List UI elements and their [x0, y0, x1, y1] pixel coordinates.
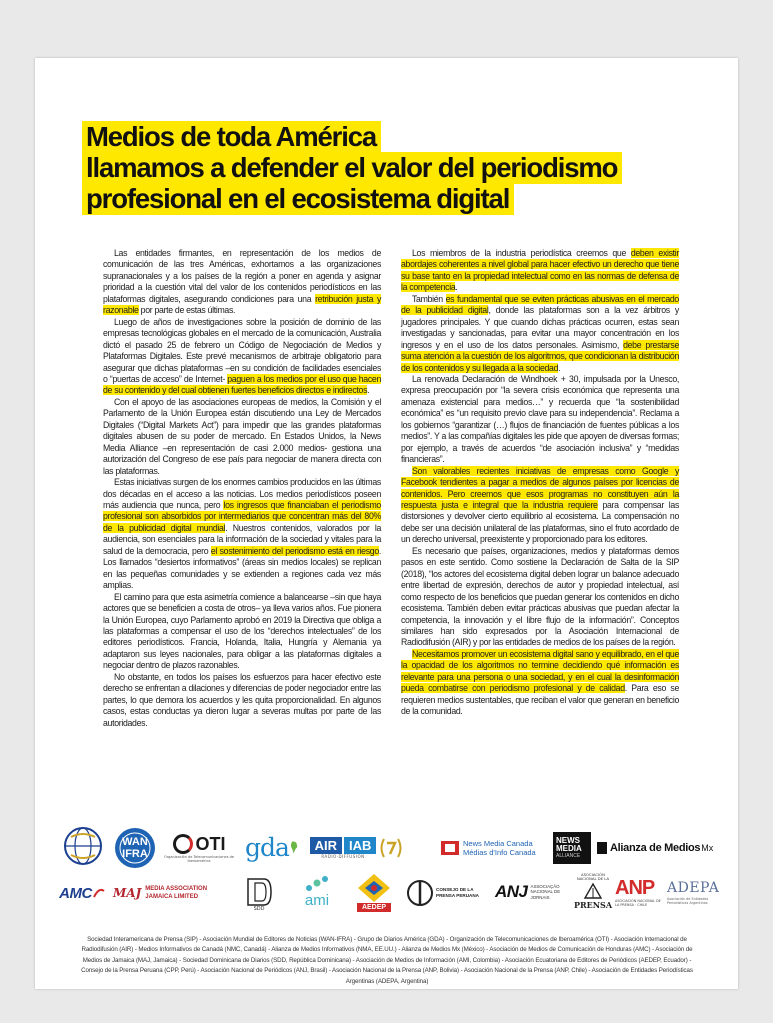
paragraph: Con el apoyo de las asociaciones europeas de medios, la Comisión y el Parlamento de la Unión Europea están discutiendo una Ley de Mercados Digitales (“Digital Markets Act”) para impedir que las grandes plataformas digitales abusen de su poder de mercado. En Estados Unidos, la News Media Alliance –en representación de casi 2.000 medios- gestiona una autorización del Congreso de ese país para negociar de manera directa con las plataformas. — [103, 396, 381, 476]
anj-wordmark: ANJ — [495, 882, 528, 901]
amc-wordmark: AMC — [59, 884, 92, 902]
oti-logo — [161, 830, 237, 866]
anj-subtitle: ASSOCIAÇÃO NACIONAL DE JORNAIS — [530, 883, 561, 900]
cpp-monogram-icon — [407, 878, 433, 908]
alianza-square-icon — [597, 842, 607, 854]
wan-ifra-text-bottom: IFRA — [122, 848, 148, 860]
nmc-leaf-icon — [441, 841, 459, 855]
aedep-logo — [351, 870, 397, 914]
gda-logo — [245, 828, 299, 866]
gda-map-icon — [290, 835, 299, 859]
adepa-wordmark: ADEPA — [667, 879, 720, 896]
highlight: deben existir abordajes coherentes a nivel global para hacer efectivo un derecho que tiene su base tanto en la propiedad intelectual como en las normas de defensa de la competencia — [401, 248, 680, 293]
iab-wordmark: IAB — [344, 837, 376, 854]
oti-subtitle: Organización de Telecomunicaciones de Iberoamérica — [163, 854, 235, 863]
paragraph: También es fundamental que se eviten prácticas abusivas en el mercado de la publicidad digital, donde las plataformas son a la vez árbitros y jugadores principales. Y que cuando dichas prácticas ocurren, estas sean investigadas y sancionadas, para evitar una mayor concentración en los ingresos y en el uso de los datos personales. Asimismo, debe prestarse suma atención a la cuestión de los algoritmos, que condicionan la distribución de los contenidos y su llegada a la sociedad. — [401, 293, 680, 373]
anp-bolivia-logo — [575, 868, 611, 914]
paragraph: Es necesario que países, organizaciones, medios y plataformas demos pasos en este sentido. Como sostiene la Declaración de Salta de la SIP (2018), “los actores del ecosistema digital deben lograr un balance adecuado entre libertad de expresión, derechos de autor y propiedad intelectual, así como respecto de los beneficios que puedan generar los contenidos en dicho ecosistema. También deben evitar prácticas abusivas que puedan afectar la competencia, la innovación y el libre flujo de la información”. Conceptos similares han sido expresados por la Asociación Internacional de Radiodifusión (AIR) y por las entidades de medios de los países de la región. — [401, 545, 679, 648]
anp-bolivia-wordmark: PRENSA — [573, 899, 613, 910]
anp-bolivia-caption: ASOCIACIÓN NACIONAL DE LA — [576, 871, 610, 881]
highlight: paguen a los medios por el uso que hacen de su contenido y del cual obtienen fuertes beneficios directos e indirectos — [103, 373, 381, 396]
air-subtitle: RADIO·DIFFUSION — [321, 854, 365, 859]
maj-name-line1: MEDIA ASSOCIATION — [145, 886, 208, 892]
alianza-wordmark: Alianza de Medios — [610, 842, 701, 854]
headline-line-3: profesional en el ecosistema digital — [82, 184, 722, 215]
oti-wordmark: OTI — [195, 833, 226, 854]
news-media-canada-logo — [441, 836, 551, 860]
sdd-emblem-icon — [244, 875, 274, 909]
highlight: debe prestarse suma atención a la cuestión de los algoritmos, que condicionan la distribución de los contenidos y su llegada a la sociedad — [401, 339, 680, 373]
nmc-french-name: Médias d'Info Canada — [463, 848, 536, 857]
alianza-medios-mx-logo — [597, 836, 719, 860]
ami-wordmark: ami — [304, 892, 330, 909]
anj-logo — [495, 876, 577, 908]
news-media-alliance-logo — [553, 832, 591, 864]
signatories-footer: Sociedad Interamericana de Prensa (SIP) - Asociación Mundial de Editores de Noticias (WAN-IFRA) - Grupo de Diarios América (GDA) - Organización de Telecomunicaciones de Iberoamérica (OTI) - Asociación Internacional de Radiodifusión (AIR) - Medios Informativos de Canadá (NMC, Canadá) - Alianza de Medios Informativos (NMA, EE.UU.) - Alianza de Medios Mx (México) - Asociación de Medios de Comunicación de Honduras (AMC) - Asociación de Medios de Jamaica (MAJ, Jamaica) - Sociedad Dominicana de Diarios (SDD, República Dominicana) - Asociación de Medios de Información (AMI, Colombia) - Asociación Ecuatoriana de Editores de Periódicos (AEDEP, Ecuador) - Consejo de la Prensa Peruana (CPP, Perú) - Asociación Nacional de Periódicos (ANJ, Brasil) - Asociación Nacional de la Prensa (ANP, Bolivia) - Asociación Nacional de la Prensa (ANP, Chile) - Asociación de Entidades Periodísticas Argentinas (ADEPA, Argentina) — [81, 936, 693, 985]
paragraph: Estas iniciativas surgen de los enormes cambios producidos en las últimas dos décadas en el acceso a las noticias. Los medios periodísticos poseen más audiencia que nunca, pero los ingresos que financiaban el periodismo profesional son absorbidos por intermediarios que concentran más del 80% de la publicidad digital mundial. Nuestros contenidos, valorados por la audiencia, son esenciales para la información de la sociedad y vitales para la salud de la democracia, pero el sostenimiento del periodismo está en riesgo. Los llamados “desiertos informativos” (áreas sin medios locales) se replican en las pequeñas comunidades y se extienden a regiones cada vez más amplias. — [103, 477, 382, 591]
amc-logo — [57, 878, 107, 908]
sdd-wordmark: SDD — [253, 906, 265, 912]
gda-wordmark: gda — [245, 832, 289, 862]
advertisement-page — [35, 58, 738, 989]
anp-chile-logo — [615, 872, 665, 912]
paragraph: No obstante, en todos los países los esfuerzos para hacer efectivo este derecho se enfrentan a dilaciones y diferencias de poder negociador entre las partes, lo que demora los acuerdos y les quita proporcionalidad. En algunos casos, estas conductas ya dieron lugar a severas multas por parte de las autoridades. — [103, 671, 381, 728]
sip-globe-icon — [61, 826, 105, 866]
paragraph: Luego de años de investigaciones sobre la posición de dominio de las empresas tecnológicas globales en el mercado de la comunicación, Australia dictó el pasado 25 de febrero un Código de Negociación de Medios y Plataformas Digitales. Este prevé mecanismos de arbitraje obligatorio para asegurar que dichas plataformas –en su condición de facilidades esenciales o “puertas de acceso” de Internet- paguen a los medios por el uso que hacen de su contenido y del cual obtienen fuertes beneficios directos e indirectos. — [103, 316, 381, 396]
nma-text-media: MEDIA — [556, 843, 582, 853]
headline-line-2: llamamos a defender el valor del periodismo — [82, 153, 722, 184]
headline — [82, 122, 722, 214]
air-iab-logo — [309, 832, 405, 864]
highlight: el sostenimiento del periodismo está en riesgo — [210, 545, 379, 556]
nma-text-news: NEWS — [556, 835, 580, 845]
anp-bolivia-emblem-icon — [583, 882, 603, 900]
media-association-jamaica-logo — [113, 878, 231, 908]
maj-name-line2: JAMAICA LIMITED — [145, 894, 199, 900]
nma-text-alliance: ALLIANCE — [556, 852, 581, 859]
anp-chile-wordmark: ANP — [615, 876, 655, 899]
wan-ifra-text-top: WAN — [122, 836, 148, 848]
sip-logo — [59, 826, 107, 866]
body-text — [103, 248, 679, 813]
highlight: Necesitamos promover un ecosistema digital sano y equilibrado, en el que la opacidad de los algoritmos no termine decidiendo qué información es relevante para una persona o una sociedad, y en el cual la desinformación pueda combatirse con periodismo profesional y de calidad — [401, 648, 679, 694]
adepa-subtitle: Asociación de Entidades Periodísticas Argentinas — [667, 896, 709, 905]
alianza-mx-suffix: Mx — [701, 843, 714, 853]
aedep-wordmark: AEDEP — [357, 903, 391, 912]
ami-dots-icon — [304, 875, 330, 893]
ami-logo — [293, 872, 341, 912]
nmc-english-name: News Media Canada — [463, 839, 533, 848]
cpp-logo — [407, 876, 487, 910]
anniversary-laurel-icon — [378, 835, 404, 861]
highlight: retribución justa y razonable — [103, 293, 382, 316]
headline-line-1: Medios de toda América — [82, 122, 722, 153]
paragraph: Los miembros de la industria periodística creemos que deben existir abordajes coherentes a nivel global para hacer efectivo un derecho que tiene su base tanto en la propiedad intelectual como en las normas de defensa de la competencia. — [401, 248, 680, 293]
highlight: es fundamental que se eviten prácticas abusivas en el mercado de la publicidad digital — [401, 293, 679, 316]
paragraph: La renovada Declaración de Windhoek + 30, impulsada por la Unesco, expresa preocupación por “la severa crisis económica que representa una amenaza existencial para medios…” y recuerda que “la sostenibilidad económica” es “un requisito previo clave para su independencia”. Reclama a los gobiernos “garantizar (…) flujos de financiación de fuentes públicas a los medios”. Y a las compañías digitales les pide que apoyen de diversas formas; por ejemplo, a través de acuerdos “de asociación inclusiva” y “medidas financieras”. — [401, 373, 679, 465]
wan-ifra-logo — [113, 826, 157, 870]
maj-monogram: MAJ — [113, 886, 142, 900]
amc-swoosh-icon — [93, 887, 105, 899]
anp-chile-subtitle: ASOCIACIÓN NACIONAL DE LA PRENSA · CHILE — [615, 898, 661, 907]
cpp-wordmark: CONSEJO DE LA PRENSA PERUANA — [436, 887, 479, 898]
paragraph: Necesitamos promover un ecosistema digital sano y equilibrado, en el que la opacidad de los algoritmos no termine decidiendo qué información es relevante para una persona o una sociedad, y en el cual la desinformación pueda combatirse con periodismo profesional y de calidad. Para eso se requieren medios sustentables, que reciban el valor que generan en beneficio de la comunidad. — [401, 648, 679, 717]
highlight: Son valorables recientes iniciativas de empresas como Google y Facebook tendientes a pagar a medios de algunos países por licencias de contenidos. Pero creemos que esos programas no constituyen aún la respuesta justa e integral que la industria requiere — [401, 465, 679, 510]
adepa-logo — [667, 874, 723, 910]
aedep-emblem-icon — [357, 873, 391, 903]
paragraph: Son valorables recientes iniciativas de empresas como Google y Facebook tendientes a pagar a medios de algunos países por licencias de contenidos. Pero creemos que esos programas no constituyen aún la respuesta justa e integral que la industria requiere para compensar las distorsiones y devolver cierto equilibrio al ecosistema. La compensación no debe ser una decisión unilateral de las plataformas, sino el fruto acordado de un derecho universal, preexistente y proporcionado para los editores. — [401, 465, 679, 545]
highlight: los ingresos que financiaban el periodismo profesional son absorbidos por intermediarios que concentran más del 80% de la publicidad digital mundial — [103, 499, 381, 533]
air-wordmark: AIR — [310, 837, 342, 854]
paragraph: Las entidades firmantes, en representación de los medios de comunicación de las tres Américas, exhortamos a las organizaciones supranacionales y a los países de la región a poner en agenda y asignar prioridad a la cuestión vital del valor de los contenidos periodísticos en las plataformas digitales, asegurando condiciones para una retribución justa y razonable por parte de estas últimas. — [103, 248, 382, 316]
paragraph: El camino para que esta asimetría comience a balancearse –sin que haya actores que se beneficien a costa de otros– ya lleva varios años. Fue pionera la Unión Europea, cuyo Parlamento aprobó en 2019 la Directiva que obliga a las plataformas a compensar el uso de los “derechos intelectuales” de los editores periodísticos. Francia, Holanda, Italia, Hungría y Alemania ya adaptaron sus leyes nacionales, para obligar a las plataformas digitales a negociar dentro de plazos razonables. — [103, 591, 381, 671]
sdd-logo — [237, 872, 281, 912]
oti-swirl-icon — [173, 834, 193, 854]
